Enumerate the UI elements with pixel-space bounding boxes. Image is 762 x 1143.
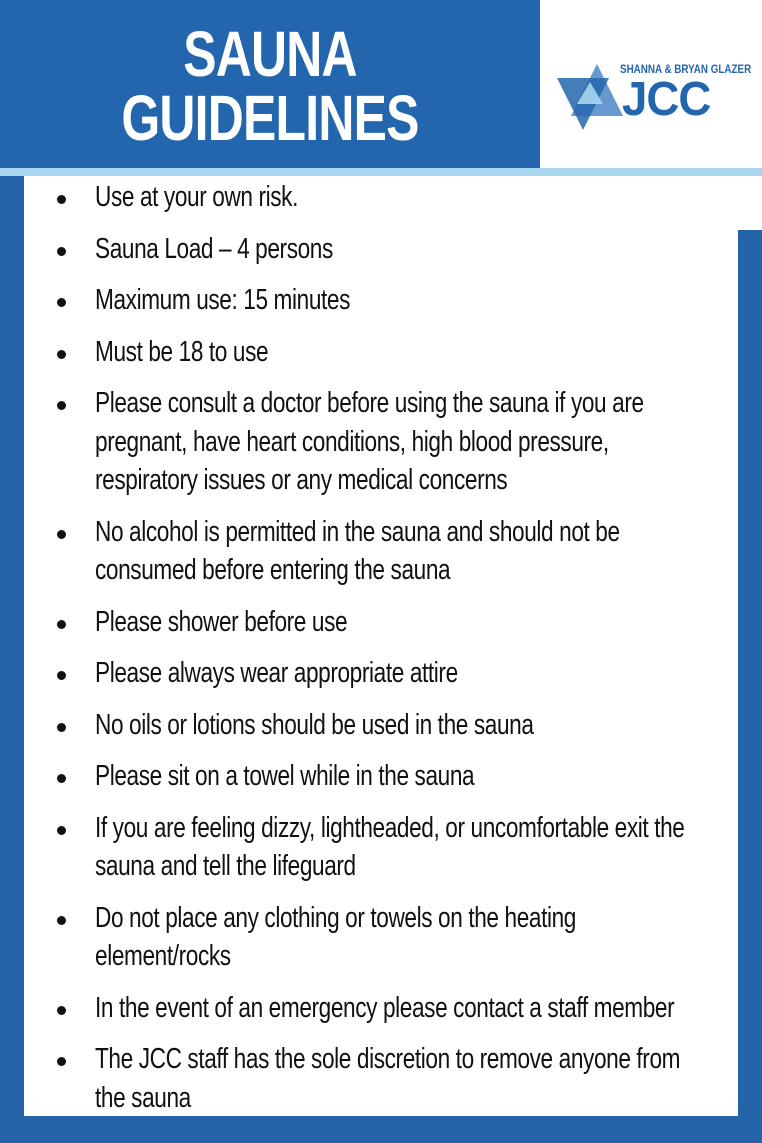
list-item: No oils or lotions should be used in the sauna <box>24 706 738 745</box>
title-line-2: GUIDELINES <box>121 82 419 154</box>
list-item: Must be 18 to use <box>24 333 738 372</box>
list-item: Do not place any clothing or towels on the heating element/rocks <box>24 899 738 976</box>
list-item: Use at your own risk. <box>24 178 738 217</box>
list-item: Please consult a doctor before using the sauna if you are pregnant, have heart conditions, high blood pressure, respiratory issues or any medical concerns <box>24 384 738 500</box>
list-item: Please always wear appropriate attire <box>24 654 738 693</box>
logo-sponsor-text: SHANNA & BRYAN GLAZER <box>620 62 752 76</box>
rules-list <box>24 176 738 1117</box>
list-item: Please shower before use <box>24 603 738 642</box>
list-item: No alcohol is permitted in the sauna and should not be consumed before entering the sauna <box>24 513 738 590</box>
list-item: Sauna Load – 4 persons <box>24 230 738 269</box>
list-item: Maximum use: 15 minutes <box>24 281 738 320</box>
list-item: The JCC staff has the sole discretion to remove anyone from the sauna <box>24 1040 738 1117</box>
star-of-david-icon <box>553 60 627 134</box>
header-banner <box>0 0 540 168</box>
title-line-1: SAUNA <box>183 18 357 90</box>
list-item: If you are feeling dizzy, lightheaded, or uncomfortable exit the sauna and tell the lifeguard <box>24 809 738 886</box>
page-title <box>59 18 480 154</box>
panel-corner <box>738 176 762 230</box>
logo-jcc-text: JCC <box>622 73 711 126</box>
list-item: In the event of an emergency please contact a staff member <box>24 989 738 1028</box>
list-item: Please sit on a towel while in the sauna <box>24 757 738 796</box>
accent-stripe <box>0 168 762 176</box>
